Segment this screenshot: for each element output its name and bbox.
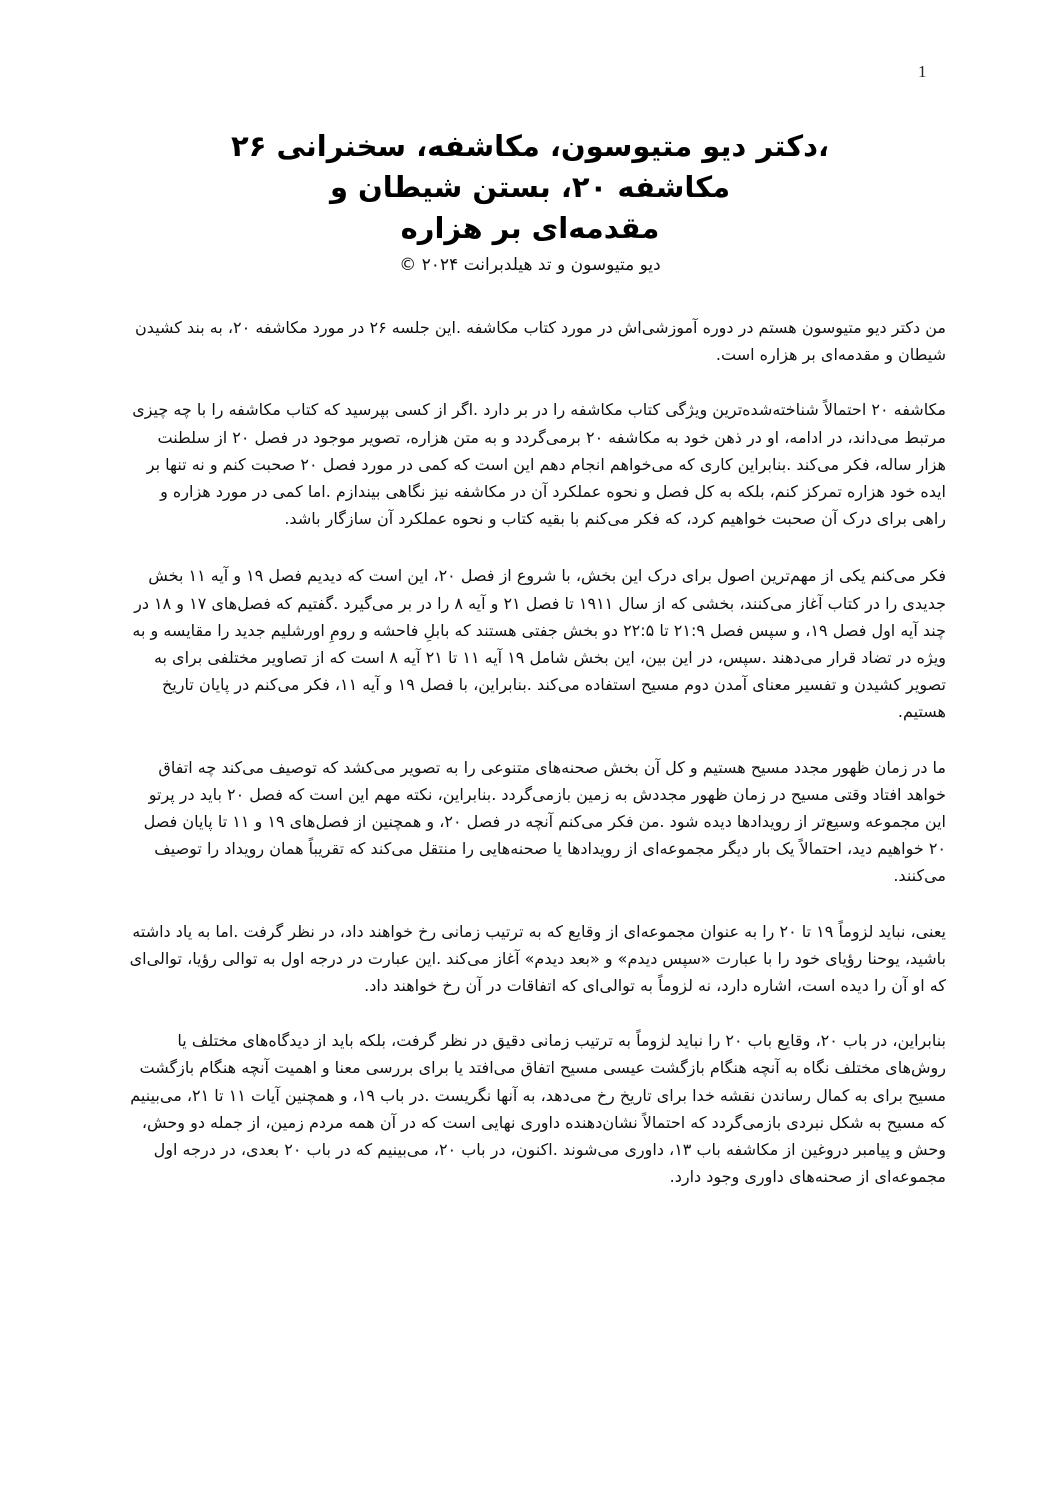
document-title-block	[150, 126, 910, 279]
page-number: 1	[918, 62, 927, 81]
paragraph-6: بنابراین، در باب ۲۰، وقایع باب ۲۰ را نباید لزوماً به ترتیب زمانی دقیق در نظر گرفت، بلکه باید از دیدگاه‌های مختلف یا روش‌های مختلف نگاه به آنچه هنگام بازگشت عیسی مسیح اتفاق می‌افتد یا برای بررسی معنا و اهمیت آنچه هنگام بازگشت مسیح برای به کمال رساندن نقشه خدا برای تاریخ رخ می‌دهد، به آنها نگریست .در باب ۱۹، و همچنین آیات ۱۱ تا ۲۱، می‌بینیم که مسیح به شکل نبردی بازمی‌گردد که احتمالاً نشان‌دهنده داوری نهایی است که در آن همه مردم زمین، از جمله دو وحش، وحش و پیامبر دروغین از مکاشفه باب ۱۳، داوری می‌شوند .اکنون، در باب ۲۰، می‌بینیم که در باب ۲۰ بعدی، در درجه اول مجموعه‌ای از صحنه‌های داوری وجود دارد.	[130, 1031, 946, 1187]
copyright-line: دیو متیوسون و تد هیلدبرانت ۲۰۲۴ ©	[399, 255, 661, 275]
document-title-line-1: ،دکتر دیو متیوسون، مکاشفه، سخنرانی ۲۶	[231, 129, 829, 163]
document-body	[124, 314, 946, 1218]
paragraph-4: ما در زمان ظهور مجدد مسیح هستیم و کل آن بخش صحنه‌های متنوعی را به تصویر می‌کشد که توصیف می‌کند چه اتفاق خواهد افتاد وقتی مسیح در زمان ظهور مجددش به زمین بازمی‌گردد .بنابراین، نکته مهم این است که فصل ۲۰ باید در پرتو این مجموعه وسیع‌تر از رویدادها دیده شود .من فکر می‌کنم آنچه در فصل ۲۰، و همچنین از فصل‌های ۱۹ و ۱۱ تا پایان فصل ۲۰ خواهیم دید، احتمالاً یک بار دیگر مجموعه‌ای از رویدادها یا صحنه‌هایی را منتقل می‌کند که تقریباً همان رویداد را توصیف می‌کنند.	[143, 757, 946, 886]
paragraph-3: فکر می‌کنم یکی از مهم‌ترین اصول برای درک این بخش، با شروع از فصل ۲۰، این است که دیدیم فصل ۱۹ و آیه ۱۱ بخش جدیدی را در کتاب آغاز می‌کنند، بخشی که از سال ۱۹۱۱ تا فصل ۲۱ و آیه ۸ را در بر می‌گیرد .گفتیم که فصل‌های ۱۷ و ۱۸ در چند آیه اول فصل ۱۹، و سپس فصل ۲۱:۹ تا ۲۲:۵ دو بخش جفتی هستند که بابلِ فاحشه و رومِ اورشلیم جدید را مقایسه و به ویژه در تضاد قرار می‌دهند .سپس، در این بین، این بخش شامل ۱۹ آیه ۱۱ تا ۲۱ آیه ۸ است که از تصاویر مختلفی برای به تصویر کشیدن و تفسیر معنای آمدن دوم مسیح استفاده می‌کند .بنابراین، با فصل ۱۹ و آیه ۱۱، فکر می‌کنم در پایان تاریخ هستیم.	[132, 566, 946, 722]
paragraph-1: من دکتر دیو متیوسون هستم در دوره آموزشی‌اش در مورد کتاب مکاشفه .این جلسه ۲۶ در مورد مکاشفه ۲۰، به بند کشیدن شیطان و مقدمه‌ای بر هزاره است.	[135, 318, 946, 365]
document-title-line-3: مقدمه‌ای بر هزاره	[400, 211, 660, 245]
paragraph-2: مکاشفه ۲۰ احتمالاً شناخته‌شده‌ترین ویژگی کتاب مکاشفه را در بر دارد .اگر از کسی بپرسید که کتاب مکاشفه را با چه چیزی مرتبط می‌داند، در ادامه، او در ذهن خود به مکاشفه ۲۰ برمی‌گردد و به متن هزاره، تصویر موجود در فصل ۲۰ از سلطنت هزار ساله، فکر می‌کند .بنابراین کاری که می‌خواهم انجام دهم این است که کمی در مورد فصل ۲۰ صحبت کنم و نه تنها بر ایده خود هزاره تمرکز کنم، بلکه به کل فصل و نحوه عملکرد آن در مکاشفه نیز نگاهی بیندازم .اما کمی در مورد هزاره و راهی برای درک آن صحبت خواهیم کرد، که فکر می‌کنم با بقیه کتاب و نحوه عملکرد آن سازگار باشد.	[132, 400, 946, 529]
paragraph-5: یعنی، نباید لزوماً ۱۹ تا ۲۰ را به عنوان مجموعه‌ای از وقایع که به ترتیب زمانی رخ خواهند داد، در نظر گرفت .اما به یاد داشته باشید، یوحنا رؤیای خود را با عبارت «سپس دیدم» و «بعد دیدم» آغاز می‌کند .این عبارت در درجه اول به توالی رؤیا، توالی‌ای که او آن را دیده است، اشاره دارد، نه لزوماً به توالی‌ای که اتفاقات در آن رخ خواهند داد.	[129, 921, 946, 996]
document-title-line-2: مکاشفه ۲۰، بستن شیطان و	[329, 170, 731, 204]
